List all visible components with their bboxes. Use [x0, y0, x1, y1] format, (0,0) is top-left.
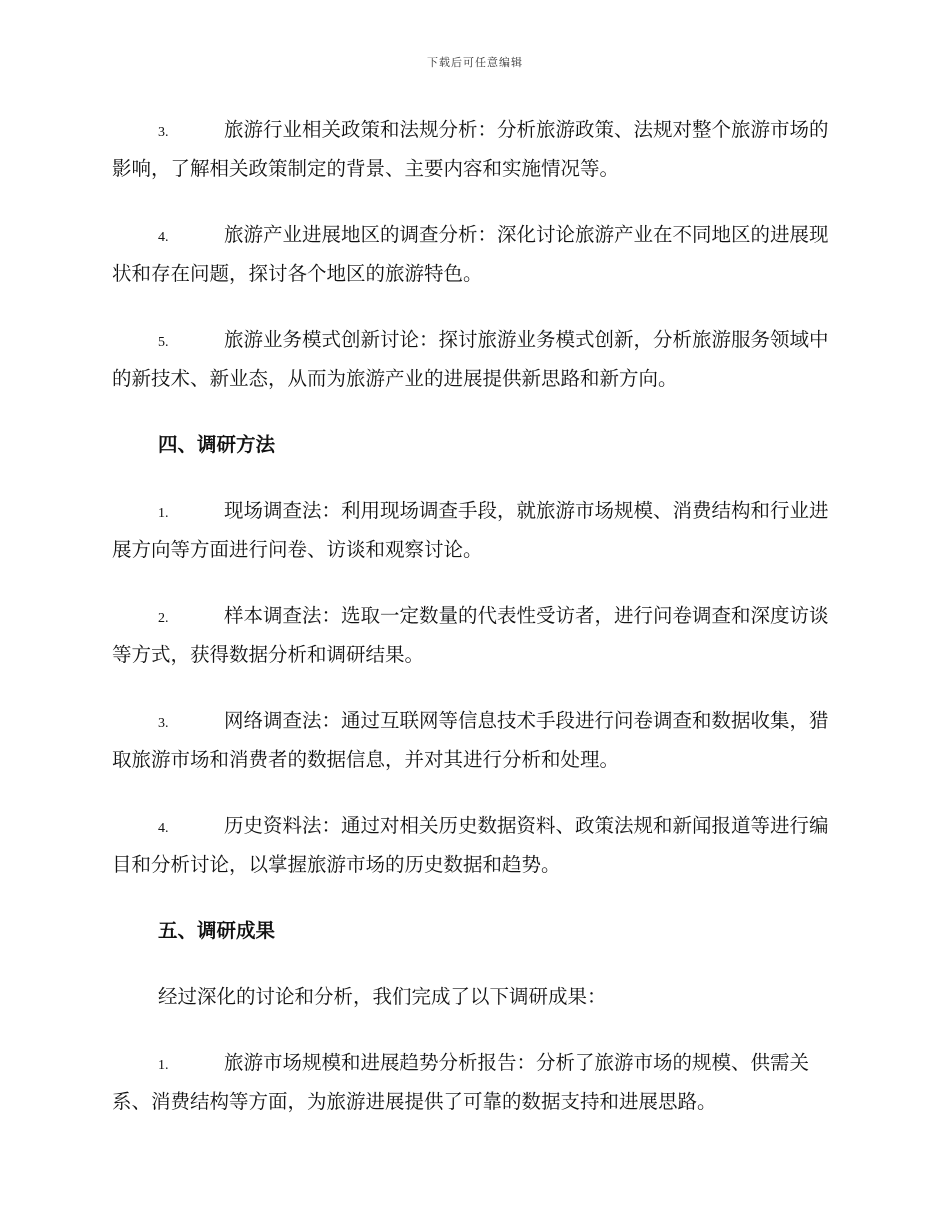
list-number: 4. [158, 230, 169, 245]
list-item-text: 旅游行业相关政策和法规分析：分析旅游政策、法规对整个旅游市场的影响，了解相关政策制定的背景、主要内容和实施情况等。 [112, 118, 829, 180]
list-item [112, 1045, 834, 1120]
list-item-text: 旅游业务模式创新讨论：探讨旅游业务模式创新，分析旅游服务领域中的新技术、新业态，从而为旅游产业的进展提供新思路和新方向。 [112, 328, 829, 390]
list-number: 2. [158, 611, 169, 626]
list-item-text: 旅游市场规模和进展趋势分析报告：分析了旅游市场的规模、供需关系、消费结构等方面，为旅游进展提供了可靠的数据支持和进展思路。 [112, 1051, 810, 1113]
list-item [112, 112, 834, 187]
list-number: 1. [158, 1058, 169, 1073]
list-item [112, 703, 834, 778]
list-item-text: 网络调查法：通过互联网等信息技术手段进行问卷调查和数据收集，猎取旅游市场和消费者的数据信息，并对其进行分析和处理。 [112, 709, 829, 771]
paragraph: 经过深化的讨论和分析，我们完成了以下调研成果： [158, 985, 607, 1008]
list-number: 3. [158, 716, 169, 731]
section-heading: 五、调研成果 [158, 919, 276, 942]
list-item [112, 217, 834, 292]
list-item [112, 598, 834, 673]
page-header: 下载后可任意编辑 [427, 56, 523, 69]
list-number: 5. [158, 335, 169, 350]
document-body [112, 112, 834, 1150]
list-item-text: 旅游产业进展地区的调查分析：深化讨论旅游产业在不同地区的进展现状和存在问题，探讨各个地区的旅游特色。 [112, 223, 829, 285]
list-item [112, 322, 834, 397]
list-number: 3. [158, 125, 169, 140]
list-item [112, 808, 834, 883]
list-item-text: 现场调查法：利用现场调查手段，就旅游市场规模、消费结构和行业进展方向等方面进行问卷、访谈和观察讨论。 [112, 499, 829, 561]
list-number: 4. [158, 821, 169, 836]
list-number: 1. [158, 506, 169, 521]
section-heading: 四、调研方法 [158, 433, 276, 456]
list-item-text: 样本调查法：选取一定数量的代表性受访者，进行问卷调查和深度访谈等方式，获得数据分析和调研结果。 [112, 604, 829, 666]
list-item [112, 493, 834, 568]
list-item-text: 历史资料法：通过对相关历史数据资料、政策法规和新闻报道等进行编目和分析讨论，以掌握旅游市场的历史数据和趋势。 [112, 814, 829, 876]
